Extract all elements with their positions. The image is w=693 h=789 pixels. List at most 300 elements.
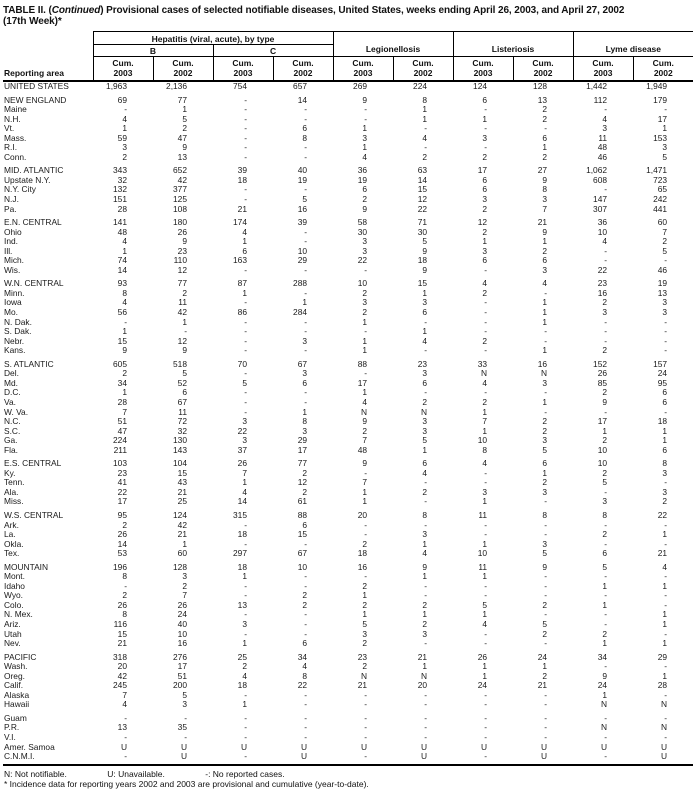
value-cell: 1 xyxy=(422,113,428,124)
value-cell: 1 xyxy=(482,425,488,436)
value-cell: 1 xyxy=(242,236,247,247)
value-cell: 2 xyxy=(602,297,608,308)
footnotes xyxy=(3,766,693,789)
value-cell: 6 xyxy=(482,174,488,185)
value-cell: - xyxy=(364,104,368,115)
value-cell: 2 xyxy=(422,599,428,610)
value-cell: 1,442 xyxy=(586,81,608,91)
value-cell: 10 xyxy=(297,245,308,256)
col-header-listeriosis-2002: Cum. 2002 xyxy=(513,57,573,82)
value-cell: 2 xyxy=(362,307,368,318)
value-cell: 26 xyxy=(477,651,488,662)
value-cell: 1 xyxy=(662,580,668,591)
reporting-area-cell: N.Y. City xyxy=(4,184,36,195)
reporting-area-cell: PACIFIC xyxy=(4,651,37,662)
value-cell: - xyxy=(484,104,488,115)
value-cell: 143 xyxy=(173,444,187,455)
value-cell: 17 xyxy=(657,113,668,124)
value-cell: 1 xyxy=(362,345,368,356)
value-cell: U xyxy=(153,752,213,765)
value-cell: - xyxy=(544,287,548,298)
value-cell: - xyxy=(364,519,368,530)
value-cell: U xyxy=(360,741,368,752)
value-cell: 1 xyxy=(482,113,488,124)
value-cell: - xyxy=(304,326,308,337)
reporting-area-cell: Mo. xyxy=(4,307,18,318)
value-cell: 1 xyxy=(482,236,488,247)
value-cell: 9 xyxy=(422,245,428,256)
value-cell: 103 xyxy=(113,458,127,469)
value-cell: - xyxy=(244,580,247,591)
value-cell: 1 xyxy=(482,670,488,681)
value-cell: 88 xyxy=(357,358,368,369)
value-cell: - xyxy=(664,255,668,266)
value-cell: 12 xyxy=(297,477,308,488)
reporting-area-cell: S. ATLANTIC xyxy=(4,358,54,369)
value-cell: 12 xyxy=(477,217,488,228)
value-cell: 74 xyxy=(117,255,127,266)
value-cell: 110 xyxy=(173,255,187,266)
value-cell: 47 xyxy=(177,132,187,143)
value-cell: - xyxy=(304,628,308,639)
value-cell: 13 xyxy=(177,151,187,162)
table-row xyxy=(3,379,693,389)
value-cell: - xyxy=(424,496,428,507)
value-cell: - xyxy=(544,732,548,742)
value-cell: 1 xyxy=(542,396,548,407)
value-cell: 276 xyxy=(173,651,187,662)
value-cell: - xyxy=(213,752,273,765)
table-title xyxy=(3,5,693,16)
value-cell: - xyxy=(424,590,428,601)
value-cell: - xyxy=(604,571,608,582)
value-cell: 15 xyxy=(117,628,127,639)
value-cell: 3 xyxy=(422,529,428,540)
value-cell: - xyxy=(424,123,428,134)
value-cell: 5 xyxy=(482,599,488,610)
table-row xyxy=(3,247,693,257)
value-cell: 8 xyxy=(542,184,548,195)
value-cell: 3 xyxy=(602,496,608,507)
value-cell: N xyxy=(480,368,488,379)
table-row xyxy=(3,327,693,337)
reporting-area-cell: C.N.M.I. xyxy=(3,752,93,765)
value-cell: 28 xyxy=(117,396,127,407)
value-cell: 9 xyxy=(602,396,608,407)
value-cell: 2 xyxy=(362,425,368,436)
value-cell: - xyxy=(304,571,308,582)
reporting-area-cell: R.I. xyxy=(4,142,18,153)
value-cell: 15 xyxy=(417,278,428,289)
reporting-area-cell: W.S. CENTRAL xyxy=(4,509,64,520)
reporting-area-cell: Nebr. xyxy=(4,335,25,346)
value-cell: 1 xyxy=(662,425,668,436)
value-cell: 12 xyxy=(177,335,187,346)
table-row xyxy=(3,620,693,630)
value-cell: 1 xyxy=(662,638,668,649)
value-cell: 8 xyxy=(302,670,308,681)
value-cell: 3 xyxy=(302,335,308,346)
value-cell: 10 xyxy=(357,278,368,289)
reporting-area-cell: Alaska xyxy=(4,689,30,700)
value-cell: 11 xyxy=(598,132,608,143)
legend-not-notifiable: N: Not notifiable. xyxy=(4,768,67,779)
value-cell: U xyxy=(120,741,127,752)
value-cell: 2 xyxy=(482,203,488,214)
value-cell: 11 xyxy=(178,406,187,417)
value-cell: 9 xyxy=(362,416,368,427)
value-cell: N xyxy=(420,670,428,681)
value-cell: 3 xyxy=(482,486,488,497)
value-cell: 7 xyxy=(362,477,368,488)
value-cell: 151 xyxy=(113,194,127,205)
title-prefix: TABLE II. ( xyxy=(3,5,52,16)
value-cell: 2 xyxy=(362,638,368,649)
value-cell: 1,963 xyxy=(106,81,127,91)
value-cell: 518 xyxy=(173,358,187,369)
table-row xyxy=(3,478,693,488)
value-cell: 13 xyxy=(657,287,668,298)
value-cell: 2 xyxy=(242,661,247,672)
value-cell: 2 xyxy=(362,194,368,205)
value-cell: 24 xyxy=(657,368,668,379)
reporting-area-cell: Utah xyxy=(4,628,22,639)
value-cell: U xyxy=(633,752,693,765)
value-cell: 19 xyxy=(657,278,668,289)
value-cell: 17 xyxy=(177,661,187,672)
value-cell: 77 xyxy=(297,458,308,469)
value-cell: 24 xyxy=(177,609,187,620)
value-cell: 15 xyxy=(177,467,187,478)
reporting-area-cell: Ala. xyxy=(4,486,19,497)
value-cell: 41 xyxy=(117,477,127,488)
value-cell: 4 xyxy=(122,113,127,124)
table-row xyxy=(3,639,693,649)
value-cell: - xyxy=(604,618,608,629)
value-cell: 22 xyxy=(237,425,247,436)
value-cell: 5 xyxy=(542,548,548,559)
value-cell: 6 xyxy=(662,396,668,407)
value-cell: - xyxy=(244,387,247,398)
value-cell: 6 xyxy=(302,519,308,530)
value-cell: 377 xyxy=(173,184,187,195)
value-cell: 2 xyxy=(362,538,368,549)
table-row xyxy=(3,337,693,347)
value-cell: 15 xyxy=(297,529,308,540)
value-cell: 128 xyxy=(173,561,187,572)
value-cell: 4 xyxy=(482,618,488,629)
reporting-area-cell: UNITED STATES xyxy=(4,81,69,91)
value-cell: - xyxy=(244,113,247,124)
value-cell: 10 xyxy=(477,548,488,559)
value-cell: 9 xyxy=(362,458,368,469)
value-cell: 16 xyxy=(297,203,308,214)
value-cell: - xyxy=(604,316,608,327)
value-cell: - xyxy=(484,307,488,318)
reporting-area-cell: Nev. xyxy=(4,638,21,649)
value-cell: 20 xyxy=(417,680,428,691)
value-cell: - xyxy=(484,467,488,478)
value-cell: 2 xyxy=(362,287,368,298)
value-cell: - xyxy=(124,580,127,591)
value-cell: - xyxy=(604,184,608,195)
value-cell: 1 xyxy=(662,123,668,134)
value-cell: 2 xyxy=(602,467,608,478)
value-cell: 2 xyxy=(602,345,608,356)
value-cell: 1 xyxy=(122,326,127,337)
value-cell: 65 xyxy=(657,184,668,195)
value-cell: 2 xyxy=(542,477,548,488)
table-row xyxy=(3,582,693,592)
value-cell: 18 xyxy=(237,529,247,540)
value-cell: 60 xyxy=(657,217,668,228)
value-cell: 26 xyxy=(117,599,127,610)
value-cell: 8 xyxy=(122,609,127,620)
value-cell: 4 xyxy=(602,236,608,247)
table-row xyxy=(3,530,693,540)
value-cell: 8 xyxy=(122,287,127,298)
value-cell: 8 xyxy=(482,444,488,455)
value-cell: - xyxy=(304,732,308,742)
value-cell: - xyxy=(304,387,308,398)
value-cell: 2 xyxy=(542,104,548,115)
value-cell: 5 xyxy=(662,151,668,162)
value-cell: 67 xyxy=(177,396,187,407)
value-cell: 88 xyxy=(297,509,308,520)
value-cell: U xyxy=(273,752,333,765)
reporting-area-cell: Oreg. xyxy=(4,670,25,681)
value-cell: 605 xyxy=(113,358,127,369)
value-cell: - xyxy=(93,752,153,765)
value-cell: 1 xyxy=(482,406,488,417)
value-cell: 22 xyxy=(597,264,608,275)
value-cell: 2 xyxy=(482,335,488,346)
table-row xyxy=(3,549,693,559)
value-cell: 1 xyxy=(542,345,548,356)
value-cell: 1 xyxy=(362,609,368,620)
value-cell: 1 xyxy=(182,316,187,327)
value-cell: - xyxy=(364,326,368,337)
value-cell: 128 xyxy=(533,81,548,91)
value-cell: - xyxy=(604,335,608,346)
value-cell: - xyxy=(484,264,488,275)
value-cell: 32 xyxy=(177,425,187,436)
value-cell: 8 xyxy=(422,94,428,105)
value-cell: U xyxy=(240,741,247,752)
value-cell: - xyxy=(664,326,668,337)
value-cell: 9 xyxy=(542,561,548,572)
value-cell: 48 xyxy=(597,142,608,153)
value-cell: 4 xyxy=(662,561,668,572)
value-cell: N xyxy=(600,699,608,710)
value-cell: - xyxy=(244,335,247,346)
value-cell: 3 xyxy=(662,307,668,318)
value-cell: 9 xyxy=(362,203,368,214)
value-cell: 6 xyxy=(542,132,548,143)
value-cell: - xyxy=(453,752,513,765)
table-row xyxy=(3,733,693,743)
value-cell: - xyxy=(364,529,368,540)
value-cell: 1 xyxy=(122,123,127,134)
value-cell: - xyxy=(544,387,548,398)
value-cell: 2 xyxy=(182,580,187,591)
value-cell: N xyxy=(660,699,668,710)
table-row xyxy=(3,124,693,134)
table-row xyxy=(3,115,693,125)
value-cell: 95 xyxy=(117,509,127,520)
reporting-area-cell: Ohio xyxy=(4,226,22,237)
value-cell: 1 xyxy=(482,496,488,507)
reporting-area-cell: Okla. xyxy=(4,538,24,549)
reporting-area-cell: Hawaii xyxy=(4,699,30,710)
value-cell: 657 xyxy=(293,81,308,91)
value-cell: 3 xyxy=(422,297,428,308)
value-cell: - xyxy=(244,345,247,356)
reporting-area-cell: Maine xyxy=(4,104,27,115)
value-cell: 5 xyxy=(542,618,548,629)
value-cell: - xyxy=(544,519,548,530)
value-cell: 7 xyxy=(122,406,127,417)
reporting-area-cell: Kans. xyxy=(4,345,26,356)
value-cell: 29 xyxy=(657,651,668,662)
value-cell: 77 xyxy=(177,278,187,289)
value-cell: 69 xyxy=(117,94,127,105)
value-cell: 10 xyxy=(597,458,608,469)
reporting-area-cell: W. Va. xyxy=(4,406,29,417)
legionellosis-group-header: Legionellosis xyxy=(333,32,453,57)
value-cell: 48 xyxy=(357,444,368,455)
value-cell: 5 xyxy=(182,368,187,379)
value-cell: 1 xyxy=(542,142,548,153)
value-cell: - xyxy=(544,590,548,601)
value-cell: - xyxy=(664,519,668,530)
value-cell: 7 xyxy=(662,226,668,237)
value-cell: - xyxy=(424,387,428,398)
value-cell: 5 xyxy=(362,618,368,629)
legend-no-reported-cases: -: No reported cases. xyxy=(205,768,285,779)
value-cell: 2 xyxy=(422,486,428,497)
table-row xyxy=(3,469,693,479)
value-cell: 1 xyxy=(362,387,368,398)
reporting-area-cell: Mass. xyxy=(4,132,27,143)
value-cell: 1 xyxy=(602,689,608,700)
table-row xyxy=(3,176,693,186)
table-row xyxy=(3,289,693,299)
notifiable-diseases-table xyxy=(3,31,693,766)
reporting-area-cell: La. xyxy=(4,529,16,540)
value-cell: - xyxy=(304,184,308,195)
value-cell: 2 xyxy=(122,519,127,530)
value-cell: 1 xyxy=(362,316,368,327)
value-cell: 37 xyxy=(237,444,247,455)
value-cell: - xyxy=(244,406,247,417)
value-cell: - xyxy=(664,628,668,639)
value-cell: - xyxy=(244,184,247,195)
value-cell: 1 xyxy=(422,538,428,549)
table-row xyxy=(3,398,693,408)
value-cell: 2 xyxy=(422,396,428,407)
value-cell: 18 xyxy=(357,548,368,559)
value-cell: - xyxy=(364,571,368,582)
value-cell: - xyxy=(304,287,308,298)
value-cell: 21 xyxy=(357,680,368,691)
value-cell: 3 xyxy=(362,297,368,308)
value-cell: 1 xyxy=(122,387,127,398)
value-cell: 17 xyxy=(597,416,608,427)
value-cell: 2 xyxy=(362,599,368,610)
col-header-legionellosis-2002: Cum. 2002 xyxy=(393,57,453,82)
value-cell: 2 xyxy=(122,590,127,601)
value-cell: 29 xyxy=(297,255,308,266)
value-cell: 7 xyxy=(482,416,488,427)
value-cell: 2 xyxy=(182,123,187,134)
value-cell: 3 xyxy=(482,132,488,143)
value-cell: 43 xyxy=(177,477,187,488)
value-cell: - xyxy=(244,689,247,700)
table-row-region xyxy=(3,559,693,573)
value-cell: 9 xyxy=(362,94,368,105)
value-cell: - xyxy=(364,722,368,733)
value-cell: - xyxy=(304,580,308,591)
value-cell: - xyxy=(304,722,308,733)
value-cell: 22 xyxy=(417,203,428,214)
value-cell: - xyxy=(424,699,428,710)
value-cell: 16 xyxy=(597,287,608,298)
reporting-area-cell: N.C. xyxy=(4,416,21,427)
table-row xyxy=(3,497,693,507)
value-cell: 6 xyxy=(482,255,488,266)
value-cell: - xyxy=(304,316,308,327)
value-cell: 9 xyxy=(542,174,548,185)
value-cell: U xyxy=(480,741,488,752)
value-cell: - xyxy=(484,519,488,530)
value-cell: 3 xyxy=(422,368,428,379)
value-cell: 2 xyxy=(602,387,608,398)
value-cell: 85 xyxy=(597,377,608,388)
value-cell: 52 xyxy=(177,377,187,388)
value-cell: - xyxy=(244,609,247,620)
value-cell: - xyxy=(424,345,428,356)
value-cell: - xyxy=(124,316,127,327)
value-cell: - xyxy=(544,712,548,723)
value-cell: 6 xyxy=(542,458,548,469)
value-cell: - xyxy=(484,689,488,700)
value-cell: 1 xyxy=(242,699,247,710)
value-cell: 4 xyxy=(482,458,488,469)
table-body xyxy=(3,81,693,765)
value-cell: - xyxy=(304,264,308,275)
value-cell: 315 xyxy=(233,509,247,520)
value-cell: 20 xyxy=(357,509,368,520)
reporting-area-cell: W.N. CENTRAL xyxy=(4,278,64,289)
value-cell: 10 xyxy=(597,226,608,237)
value-cell: - xyxy=(424,689,428,700)
table-row-region xyxy=(3,92,693,106)
value-cell: - xyxy=(304,712,308,723)
value-cell: 14 xyxy=(117,264,127,275)
value-cell: 4 xyxy=(362,396,368,407)
value-cell: - xyxy=(424,519,428,530)
value-cell: - xyxy=(664,599,668,610)
value-cell: 4 xyxy=(362,151,368,162)
table-row xyxy=(3,436,693,446)
value-cell: 42 xyxy=(177,519,187,530)
value-cell: 4 xyxy=(482,278,488,289)
value-cell: 19 xyxy=(297,174,308,185)
reporting-area-cell: N. Mex. xyxy=(4,609,33,620)
table-row xyxy=(3,710,693,724)
table-row xyxy=(3,308,693,318)
